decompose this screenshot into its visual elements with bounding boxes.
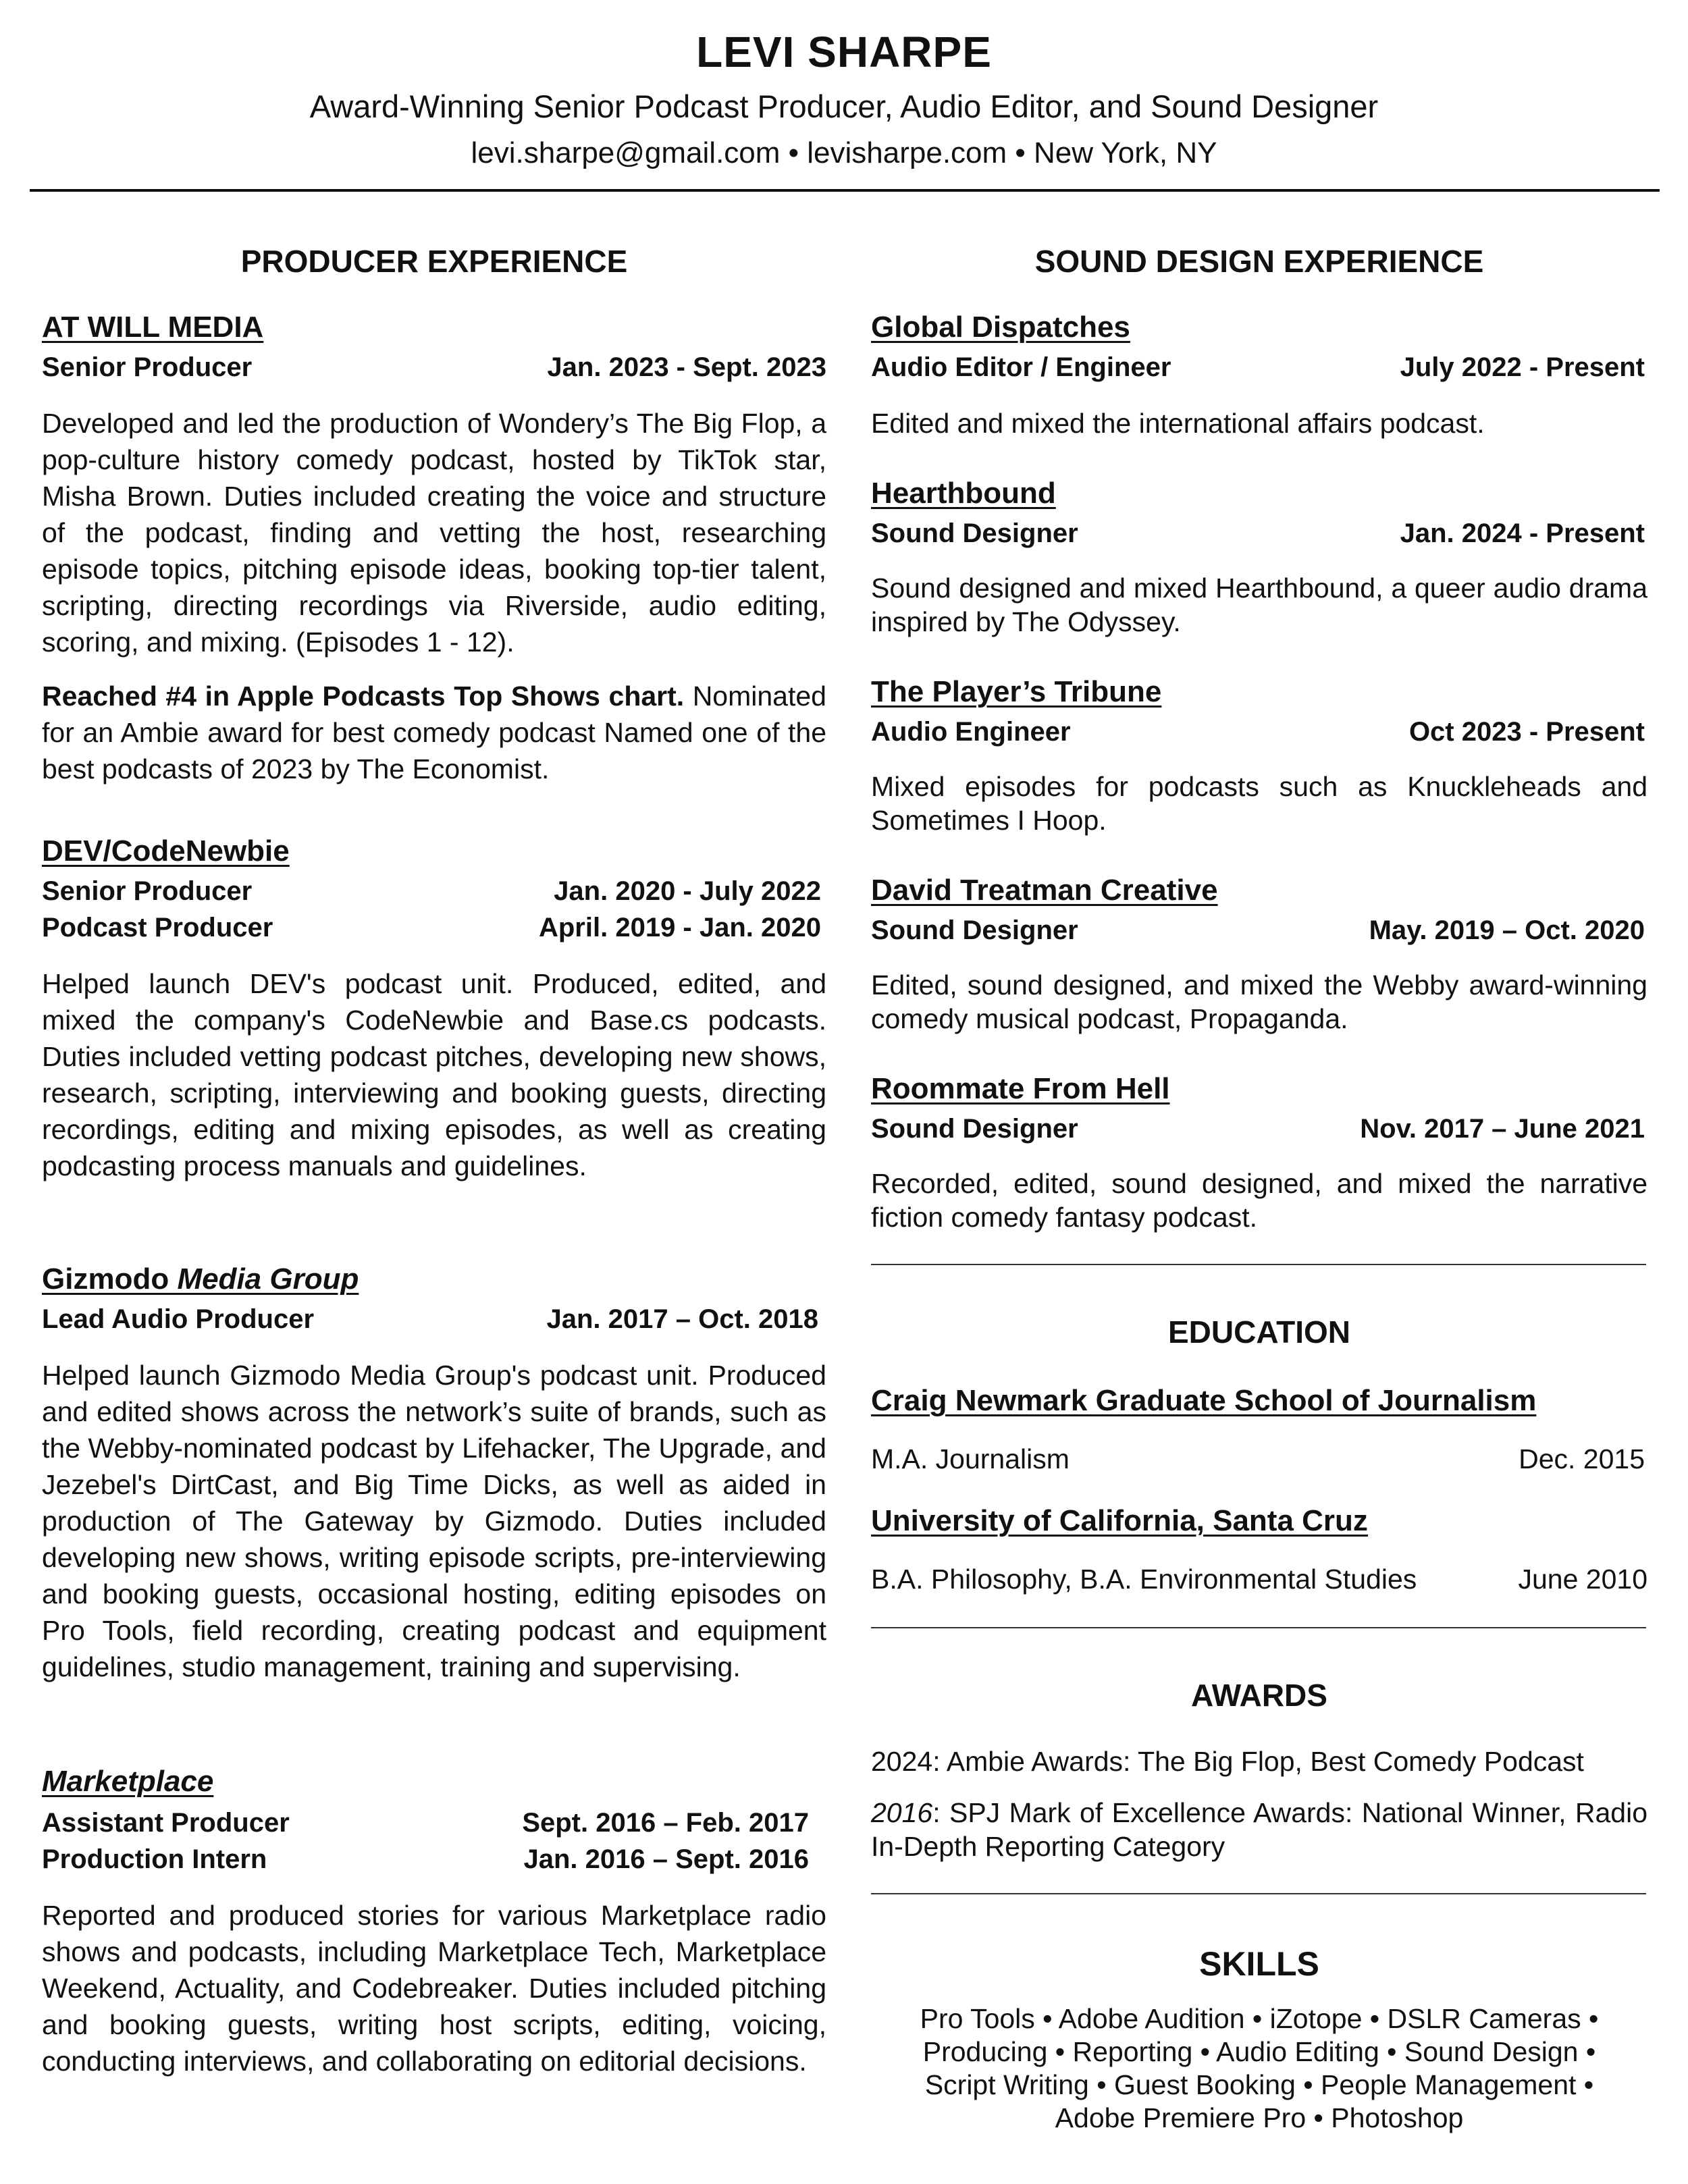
job-description: Mixed episodes for podcasts such as Knuckleheads and Sometimes I Hoop.	[871, 771, 1647, 836]
job-description: Developed and led the production of Wondery’s The Big Flop, a pop-culture history comedy podcast, hosted by TikTok star, Misha Brown. Duties included creating the voice and structure of the podcast, finding and vetting the host, researching episode topics, pitching episode ideas, booking top-tier talent, scripting, directing recordings via Riverside, audio editing, scoring, and mixing. (Episodes 1 - 12).	[42, 408, 826, 658]
job-highlights	[42, 678, 826, 787]
role-dates: Jan. 2023 - Sept. 2023	[547, 352, 826, 382]
section-title-sound-design: SOUND DESIGN EXPERIENCE	[1034, 244, 1484, 279]
job-description: Helped launch DEV's podcast unit. Produced, edited, and mixed the company's CodeNewbie and Base.cs podcasts. Duties included vetting podcast pitches, developing new shows, research, scripting, interviewing and booking guests, directing recordings, editing and mixing episodes, as well as creating podcasting process manuals and guidelines.	[42, 968, 826, 1181]
role-dates: Nov. 2017 – June 2021	[1360, 1114, 1645, 1144]
skills-line: Script Writing • Guest Booking • People Management •	[924, 2069, 1594, 2100]
org-david-treatman-creative: David Treatman Creative	[871, 874, 1218, 907]
org-players-tribune: The Player’s Tribune	[871, 675, 1162, 708]
role-dates: Jan. 2016 – Sept. 2016	[523, 1844, 809, 1874]
org-gizmodo-media-group	[42, 1262, 359, 1296]
role-dates: April. 2019 - Jan. 2020	[538, 913, 821, 942]
role-title: Lead Audio Producer	[42, 1304, 315, 1334]
school-name: Craig Newmark Graduate School of Journalism	[871, 1384, 1537, 1417]
job-description: Edited and mixed the international affairs podcast.	[871, 408, 1485, 439]
job-description: Reported and produced stories for various Marketplace radio shows and podcasts, including Marketplace Tech, Marketplace Weekend, Actuality, and Codebreaker. Duties included pitching and booking guests, writing host scripts, editing, voicing, conducting interviews, and collaborating on editorial decisions.	[42, 1900, 826, 2077]
role-title: Sound Designer	[871, 915, 1078, 945]
section-title-skills: SKILLS	[1199, 1945, 1319, 1983]
skills-list	[871, 2002, 1647, 2135]
job-description: Sound designed and mixed Hearthbound, a queer audio drama inspired by The Odyssey.	[871, 572, 1647, 637]
org-hearthbound: Hearthbound	[871, 477, 1056, 510]
job-description: Recorded, edited, sound designed, and mixed the narrative fiction comedy fantasy podcast.	[871, 1168, 1647, 1233]
section-title-awards: AWARDS	[1191, 1678, 1327, 1713]
section-title-producer: PRODUCER EXPERIENCE	[240, 244, 628, 279]
role-title: Podcast Producer	[42, 913, 273, 942]
contact-line: levi.sharpe@gmail.com • levisharpe.com • New York, NY	[471, 136, 1217, 169]
role-dates: Sept. 2016 – Feb. 2017	[522, 1808, 809, 1838]
skills-line: Pro Tools • Adobe Audition • iZotope • DSLR Cameras •	[920, 2003, 1599, 2034]
role-title: Audio Engineer	[871, 717, 1071, 747]
role-title: Production Intern	[42, 1844, 267, 1874]
school-name: University of California, Santa Cruz	[871, 1504, 1368, 1537]
skills-line: Producing • Reporting • Audio Editing • Sound Design •	[922, 2036, 1596, 2067]
highlight-rest: Nominated for an Ambie award for best comedy podcast Named one of the best podcasts of 2023 by The Economist.	[42, 681, 826, 784]
role-dates: May. 2019 – Oct. 2020	[1369, 915, 1645, 945]
section-title-education: EDUCATION	[1167, 1314, 1351, 1350]
org-name-italic: Media Group	[177, 1262, 359, 1296]
tagline: Award-Winning Senior Podcast Producer, Audio Editor, and Sound Designer	[309, 88, 1379, 124]
skills-line: Adobe Premiere Pro • Photoshop	[1055, 2102, 1464, 2133]
section-divider	[871, 1627, 1646, 1628]
org-roommate-from-hell: Roommate From Hell	[871, 1072, 1170, 1105]
org-marketplace: Marketplace	[42, 1765, 214, 1798]
role-dates: Jan. 2017 – Oct. 2018	[546, 1304, 818, 1334]
org-name-part: Gizmodo	[42, 1262, 178, 1296]
role-title: Senior Producer	[42, 352, 253, 382]
candidate-name: LEVI SHARPE	[696, 28, 992, 76]
role-title: Assistant Producer	[42, 1808, 290, 1838]
role-title: Sound Designer	[871, 1114, 1078, 1144]
degree-date: June 2010	[1518, 1564, 1647, 1595]
job-description: Edited, sound designed, and mixed the Webby award-winning comedy musical podcast, Propaganda.	[871, 969, 1647, 1034]
section-divider	[871, 1893, 1646, 1894]
role-dates: Jan. 2024 - Present	[1400, 518, 1645, 548]
degree: M.A. Journalism	[871, 1443, 1070, 1474]
org-dev-codenewbie: DEV/CodeNewbie	[42, 834, 290, 868]
org-at-will-media: AT WILL MEDIA	[42, 311, 264, 344]
award-year: 2016	[871, 1797, 933, 1828]
role-dates: Oct 2023 - Present	[1408, 717, 1645, 747]
role-title: Audio Editor / Engineer	[871, 352, 1171, 382]
award-item: 2024: Ambie Awards: The Big Flop, Best Comedy Podcast	[871, 1746, 1584, 1777]
highlight-bold: Reached #4 in Apple Podcasts Top Shows chart.	[42, 681, 685, 712]
degree: B.A. Philosophy, B.A. Environmental Studies	[871, 1564, 1417, 1595]
org-global-dispatches: Global Dispatches	[871, 311, 1130, 344]
role-dates: Jan. 2020 - July 2022	[554, 876, 821, 906]
degree-date: Dec. 2015	[1519, 1443, 1645, 1474]
award-item	[871, 1796, 1647, 1863]
award-text: : SPJ Mark of Excellence Awards: National Winner, Radio In-Depth Reporting Category	[871, 1797, 1647, 1862]
section-divider	[871, 1264, 1646, 1265]
job-description: Helped launch Gizmodo Media Group's podcast unit. Produced and edited shows across the network’s suite of brands, such as the Webby-nominated podcast by Lifehacker, The Upgrade, and Jezebel's DirtCast, and Big Time Dicks, as well as aided in production of The Gateway by Gizmodo. Duties included developing new shows, writing episode scripts, pre-interviewing and booking guests, occasional hosting, editing episodes on Pro Tools, field recording, creating podcast and equipment guidelines, studio management, training and supervising.	[42, 1360, 826, 1682]
header-divider	[30, 189, 1660, 192]
role-title: Senior Producer	[42, 876, 253, 906]
role-dates: July 2022 - Present	[1400, 352, 1645, 382]
role-title: Sound Designer	[871, 518, 1078, 548]
